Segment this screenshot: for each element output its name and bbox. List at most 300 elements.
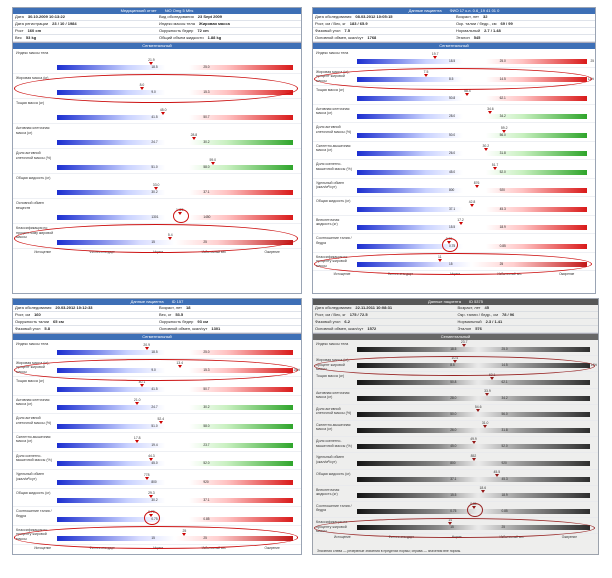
classification-legend: [13, 249, 301, 255]
norm-low-value: 50.0: [449, 132, 456, 137]
norm-high-value: 25: [499, 262, 504, 266]
info-value: 1.88 kg: [207, 35, 222, 40]
norm-high-value: 18.9: [501, 492, 508, 497]
metric-scale-bar: [57, 424, 293, 429]
percent-value: 11%: [587, 77, 594, 81]
value-marker-icon: [462, 344, 466, 347]
info-value: 45: [484, 305, 489, 310]
metric-scale-bar: [57, 350, 293, 355]
measured-value: 28.8: [190, 133, 198, 137]
metric-row: [313, 340, 598, 356]
value-marker-icon: [481, 490, 485, 493]
metric-row: [313, 356, 598, 372]
measured-value: 31.0: [481, 421, 489, 426]
norm-low-value: 1301: [151, 215, 159, 219]
metric-label: Удельный обмен (ккал/м²/сут): [316, 455, 344, 464]
norm-high-value: 920: [203, 479, 209, 484]
norm-high-value: 14.5: [499, 77, 506, 81]
measured-value: 0.81: [470, 502, 477, 507]
norm-high-value: 14.5: [501, 363, 508, 368]
metric-row: [313, 234, 595, 253]
info-key: Основной обмен, ккал/сут: [315, 326, 364, 331]
norm-low-value: 45.0: [449, 169, 456, 174]
report-header-right: ФИО 17 к.л. 0.6_19 41 01 0: [449, 8, 500, 13]
metric-row: [13, 74, 301, 99]
info-value: 93 см: [197, 319, 209, 324]
metric-row: [13, 49, 301, 74]
measured-value: 21.9: [148, 58, 155, 62]
norm-high-value: 15.3: [203, 90, 210, 94]
norm-high-value: 37.1: [203, 190, 210, 194]
norm-high-value: 45.3: [499, 206, 506, 211]
patient-info-cell: [157, 21, 301, 28]
norm-low-value: 15: [151, 535, 155, 540]
measured-value: 19.7: [431, 51, 439, 56]
norm-low-value: 26.0: [449, 151, 456, 155]
metric-label: Тощая масса (кг): [16, 101, 45, 105]
metric-label: Доля скелетно-мышечной массы (%): [316, 162, 352, 171]
measured-value: 62.1: [488, 372, 496, 377]
info-key: Окружность бедер: [159, 28, 194, 33]
patient-info-grid: [13, 305, 301, 334]
metric-label: Тощая масса (кг): [16, 379, 45, 384]
metric-label: Скелетно-мышечная масса (кг): [16, 434, 51, 444]
metric-scale-bar: [357, 59, 587, 64]
patient-info-cell: [313, 21, 454, 28]
norm-low-value: 50.8: [449, 95, 456, 100]
info-value: 69 / 99: [500, 21, 513, 26]
metric-row: [13, 199, 301, 224]
measured-value: 876: [473, 181, 480, 185]
norm-high-value: 25.0: [203, 65, 210, 69]
measured-value: 59.0: [209, 158, 217, 162]
metric-row: [313, 421, 598, 437]
info-value: 545: [473, 35, 481, 40]
metric-scale-bar: [357, 262, 587, 267]
norm-low-value: 41.5: [151, 115, 158, 119]
metric-row: [13, 433, 301, 452]
norm-low-value: 15.5: [449, 225, 456, 229]
legend-label: Ожирение: [264, 250, 280, 254]
patient-info-cell: [13, 21, 157, 28]
patient-info-cell: [13, 319, 157, 326]
norm-low-value: 9.0: [151, 90, 156, 94]
value-marker-icon: [433, 56, 437, 59]
norm-low-value: 24.7: [151, 405, 158, 410]
metric-scale-bar: [57, 536, 293, 541]
value-marker-icon: [149, 62, 153, 65]
metric-row: [13, 396, 301, 415]
norm-low-value: 0.75: [151, 516, 158, 521]
value-marker-icon: [154, 187, 158, 190]
info-value: 1301: [211, 326, 221, 331]
legend-label: Ожирение: [561, 535, 577, 540]
metric-row: [313, 389, 598, 405]
value-marker-icon: [488, 111, 492, 114]
legend-label: Фитнес-стандарт: [387, 272, 413, 276]
value-marker-icon: [145, 477, 149, 480]
legend-label: Ожирение: [559, 272, 575, 276]
info-value: 2.3 / 1.41: [485, 319, 503, 324]
value-marker-icon: [149, 514, 153, 517]
norm-high-value: 25.0: [501, 347, 508, 352]
value-marker-icon: [472, 458, 476, 461]
metric-label: Удельный обмен (ккал/м²/сут): [16, 472, 44, 481]
norm-low-value: 41.5: [151, 386, 158, 391]
measured-value: 45.5: [493, 469, 501, 474]
metric-label: Классификация по проценту жировой массы: [316, 254, 348, 268]
patient-info-cell: [13, 312, 157, 319]
info-value: 175 / 72.5: [349, 312, 368, 317]
norm-low-value: 8.5: [449, 77, 454, 81]
value-marker-icon: [135, 402, 139, 405]
info-key: Возраст, лет: [159, 305, 182, 310]
patient-info-cell: [13, 28, 157, 35]
metric-label: Жировая масса (кг), процент жировой массы: [16, 360, 50, 374]
info-value: 23 / 10 / 1984: [52, 21, 77, 26]
metric-label: Доля активной клеточной массы (%): [16, 416, 52, 425]
norm-low-value: 26.0: [450, 428, 457, 433]
measured-value: 59.2: [500, 125, 508, 130]
metric-rows: [13, 49, 301, 249]
norm-high-value: 25.0: [499, 58, 506, 63]
norm-low-value: 28.0: [449, 114, 456, 118]
value-marker-icon: [472, 506, 476, 509]
norm-low-value: 8.5: [450, 363, 455, 368]
patient-info-cell: [454, 35, 595, 42]
metric-scale-bar: [57, 115, 293, 120]
metric-row: [313, 123, 595, 142]
patient-info-cell: [157, 35, 301, 42]
info-value: 1572: [367, 326, 377, 331]
section-title: Сегментальный: [13, 334, 301, 340]
patient-info-cell: [454, 14, 595, 21]
norm-low-value: 18.5: [151, 65, 158, 69]
info-key: Рост, см / Вес, кг: [315, 312, 346, 317]
norm-high-value: 37.1: [203, 498, 210, 503]
norm-high-value: 15.3: [203, 368, 210, 373]
info-key: Вес, кг: [159, 312, 172, 317]
metric-scale-bar: [357, 347, 590, 352]
value-marker-icon: [459, 222, 463, 225]
norm-high-value: 0.85: [203, 516, 210, 521]
measured-value: 0.70: [148, 509, 155, 514]
norm-low-value: 50.0: [450, 411, 457, 416]
measured-value: 29.3: [148, 491, 155, 496]
percent-value: 14%: [590, 363, 597, 368]
value-marker-icon: [211, 162, 215, 165]
info-key: Вид обследования: [159, 14, 194, 19]
metric-row: [13, 507, 301, 526]
legend-label: Норма: [450, 272, 461, 276]
norm-low-value: 37.1: [450, 476, 457, 481]
info-value: 53.5: [175, 312, 184, 317]
info-value: 23 Sept 2009: [197, 14, 223, 19]
value-marker-icon: [438, 259, 442, 262]
info-value: 53 kg: [25, 35, 37, 40]
norm-high-value: 62.1: [501, 379, 508, 384]
metric-row: [313, 216, 595, 235]
info-key: Окр. талии / бедр., см: [457, 312, 498, 317]
norm-high-value: 50.7: [203, 115, 210, 119]
info-key: Нормальный: [456, 28, 481, 33]
measured-value: 51.7: [491, 162, 499, 167]
measured-value: 45.0: [159, 108, 167, 112]
footnote-caption: Значения слева — резервные значения в пределах нормы; справа — значения вне нормы.: [317, 549, 462, 553]
metric-scale-bar: [357, 225, 587, 230]
metric-row: [313, 470, 598, 486]
metric-row: [313, 372, 598, 388]
norm-high-value: 52.0: [501, 444, 508, 449]
info-value: 576: [475, 326, 482, 331]
metric-label: Соотношение талия / бедра: [16, 509, 52, 518]
measured-value: 21.0: [133, 398, 141, 403]
percent-value: 25: [590, 58, 594, 63]
norm-high-value: 23.7: [203, 442, 210, 447]
metric-label: Тощая масса (кг): [316, 88, 345, 92]
info-value: 5.8: [44, 326, 50, 331]
measured-value: 25: [182, 528, 187, 533]
legend-label: Фитнес-стандарт: [89, 250, 115, 254]
measured-value: 13.4: [176, 361, 184, 366]
norm-high-value: 56.0: [499, 132, 506, 137]
info-key: Индекс массы тела: [159, 21, 195, 26]
measured-value: 33.9: [484, 388, 491, 393]
patient-info-cell: [157, 319, 301, 326]
measured-value: 10.4: [451, 356, 459, 361]
patient-info-grid: [313, 305, 598, 334]
patient-info-cell: [13, 35, 157, 42]
metric-label: Классификация по проценту жировой массы: [316, 520, 348, 534]
info-value: Жировая масса: [198, 21, 230, 26]
legend-label: Истощение: [34, 545, 52, 550]
metric-label: Классификация по процентному жировой массы: [16, 226, 54, 239]
value-marker-icon: [135, 440, 139, 443]
classification-legend: [13, 545, 301, 551]
info-key: Окружность бедер: [159, 319, 194, 324]
legend-label: Избыточный вес: [201, 250, 226, 254]
metric-label: Активная клеточная масса (кг): [16, 397, 50, 407]
info-key: Вес: [15, 35, 22, 40]
patient-info-cell: [456, 305, 599, 312]
measured-value: 7.5: [423, 70, 429, 74]
legend-label: Фитнес-стандарт: [388, 535, 414, 540]
patient-info-cell: [456, 312, 599, 319]
metric-label: Активная клеточная масса (кг): [316, 106, 350, 115]
metric-label: Внеклеточная жидкость (кг): [316, 217, 340, 226]
info-key: Дата: [15, 14, 24, 19]
measured-value: 5.4: [167, 233, 173, 237]
metric-label: Удельный обмен (ккал/м²/сут): [316, 180, 344, 189]
measured-value: 58.4: [464, 88, 471, 93]
measured-value: 30.2: [482, 144, 490, 148]
patient-info-cell: [313, 326, 456, 333]
metric-label: Активная клеточная масса (кг): [316, 390, 350, 400]
value-marker-icon: [470, 204, 474, 207]
info-value: 30.10.2009 10:13:22: [27, 14, 66, 19]
report-panel-4: [312, 298, 599, 555]
info-key: Общий объем жидкости: [159, 35, 204, 40]
measured-value: 18.6: [479, 485, 487, 490]
metric-rows: [13, 340, 301, 545]
value-marker-icon: [490, 377, 494, 380]
norm-low-value: 37.1: [449, 206, 456, 211]
measured-value: 778: [143, 472, 150, 477]
metric-row: [313, 502, 598, 518]
report-panel-1: [12, 7, 302, 294]
metric-label: Индекс массы тела: [16, 342, 49, 346]
norm-high-value: 52.0: [203, 461, 210, 466]
metric-label: Жировая масса (кг), процент жировой массы: [316, 69, 350, 83]
report-title: Данные пациента: [428, 299, 461, 304]
metric-row: [313, 160, 595, 179]
norm-low-value: 51.0: [151, 165, 158, 169]
legend-label: Норма: [153, 545, 164, 550]
metric-row: [313, 518, 598, 534]
norm-low-value: 800: [450, 460, 456, 465]
metric-scale-bar: [57, 443, 293, 448]
norm-high-value: 56.0: [501, 411, 508, 416]
metric-row: [313, 105, 595, 124]
metric-scale-bar: [357, 380, 590, 385]
metric-scale-bar: [357, 363, 590, 368]
measured-value: 54.6: [474, 404, 482, 409]
info-key: Рост: [15, 28, 24, 33]
norm-low-value: 24.7: [151, 140, 158, 144]
metric-row: [13, 224, 301, 249]
info-value: 78 / 96: [501, 312, 515, 317]
measured-value: 17.2: [457, 218, 464, 222]
metric-scale-bar: [57, 90, 293, 95]
metric-scale-bar: [57, 65, 293, 70]
patient-info-cell: [313, 35, 454, 42]
norm-high-value: 25: [501, 525, 505, 530]
metric-scale-bar: [357, 525, 590, 530]
norm-low-value: 28.0: [450, 395, 457, 400]
patient-info-cell: [456, 319, 599, 326]
metric-label: Доля скелетно-мышечной массы (%): [16, 453, 52, 463]
info-value: 183 / 65.9: [349, 21, 368, 26]
patient-info-cell: [313, 14, 454, 21]
info-value: 08.03.2012 10:05:15: [355, 14, 393, 19]
report-title: Данные пациента: [130, 299, 164, 304]
metric-scale-bar: [357, 207, 587, 212]
metric-label: Доля активной клеточной массы (%): [16, 151, 52, 160]
metric-scale-bar: [57, 368, 293, 373]
norm-low-value: 30.2: [151, 498, 158, 503]
value-marker-icon: [140, 87, 144, 90]
metric-label: Активная клеточная масса (кг): [16, 126, 50, 135]
norm-low-value: 9.0: [151, 368, 156, 373]
norm-high-value: 62.1: [499, 95, 506, 100]
legend-label: Фитнес-стандарт: [89, 545, 115, 550]
metric-scale-bar: [357, 96, 587, 101]
info-value: 18: [186, 305, 191, 310]
norm-low-value: 0.75: [449, 243, 456, 248]
info-value: 2.7 / 1.48: [484, 28, 501, 33]
legend-label: Избыточный вес: [497, 272, 522, 276]
patient-info-cell: [454, 21, 595, 28]
metric-rows: [313, 49, 595, 271]
info-key: Основной обмен, ккал/сут: [315, 35, 364, 40]
metric-scale-bar: [357, 461, 590, 466]
value-marker-icon: [424, 74, 428, 77]
value-marker-icon: [182, 533, 186, 536]
norm-low-value: 15: [450, 525, 454, 530]
norm-high-value: 34.2: [501, 395, 508, 400]
legend-label: Норма: [451, 535, 462, 540]
norm-low-value: 15: [449, 262, 453, 266]
patient-info-cell: [313, 28, 454, 35]
norm-low-value: 800: [151, 479, 157, 484]
value-marker-icon: [493, 167, 497, 170]
metric-scale-bar: [57, 498, 293, 503]
info-key: Возраст, лет: [456, 14, 479, 19]
norm-low-value: 19.4: [151, 442, 158, 447]
norm-high-value: 1450: [203, 215, 211, 219]
norm-high-value: 31.8: [499, 151, 506, 155]
report-panel-3: [12, 298, 302, 555]
value-marker-icon: [495, 474, 499, 477]
patient-info-cell: [157, 326, 301, 333]
metric-scale-bar: [57, 517, 293, 522]
patient-info-cell: [157, 14, 301, 21]
info-key: Основной обмен, ккал/сут: [159, 326, 208, 331]
norm-low-value: 50.8: [450, 379, 457, 384]
metric-label: Индекс массы тела: [316, 342, 349, 346]
patient-info-cell: [157, 305, 301, 312]
norm-low-value: 30.2: [151, 190, 158, 194]
report-title: Медицинский отчет: [120, 8, 157, 13]
norm-low-value: 15.5: [450, 492, 457, 497]
value-marker-icon: [149, 495, 153, 498]
norm-high-value: 30.2: [203, 140, 210, 144]
value-marker-icon: [178, 212, 182, 215]
info-key: Дата обследования: [315, 305, 352, 310]
metric-row: [313, 142, 595, 161]
metric-label: Тощая масса (кг): [316, 374, 345, 379]
patient-info-cell: [13, 326, 157, 333]
value-marker-icon: [453, 360, 457, 363]
metric-row: [13, 340, 301, 359]
percent-value: 25%: [293, 368, 300, 373]
metric-scale-bar: [57, 215, 293, 220]
value-marker-icon: [476, 409, 480, 412]
metric-scale-bar: [357, 151, 587, 156]
value-marker-icon: [140, 384, 144, 387]
metric-scale-bar: [57, 461, 293, 466]
metric-label: Скелетно-мышечная масса (кг): [316, 422, 351, 432]
measured-value: 34.6: [487, 107, 494, 111]
info-key: Возраст, лет: [457, 305, 481, 310]
metric-label: Доля скелетно-мышечной массы (%): [316, 439, 352, 448]
info-value: 22.11.2011 10:08:31: [355, 305, 393, 310]
norm-high-value: 0.85: [501, 509, 508, 514]
norm-high-value: 25: [203, 240, 207, 244]
metric-label: Доля активной клеточной массы (%): [316, 125, 352, 134]
measured-value: 52.4: [157, 416, 165, 421]
value-marker-icon: [149, 458, 153, 461]
info-value: 20.03.2012 10:12:33: [55, 305, 93, 310]
norm-high-value: 34.2: [499, 114, 506, 118]
metric-scale-bar: [57, 190, 293, 195]
measured-value: 8.0: [139, 83, 145, 87]
metric-scale-bar: [357, 444, 590, 449]
patient-info-cell: [313, 305, 456, 312]
norm-low-value: 15: [151, 240, 155, 244]
norm-low-value: 18.5: [449, 58, 456, 63]
classification-legend: [313, 271, 595, 277]
